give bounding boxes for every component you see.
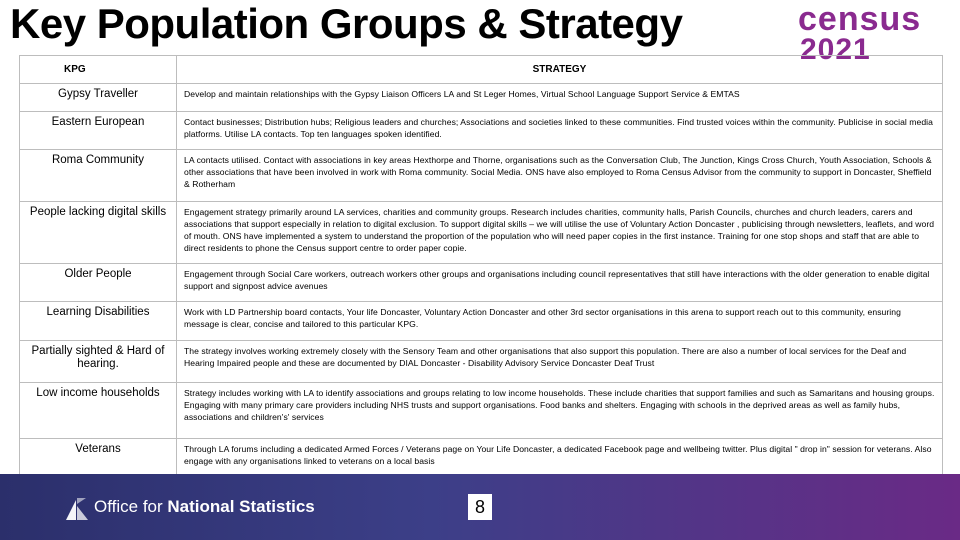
ons-wordmark-bold: National Statistics	[167, 497, 315, 516]
header-strategy: STRATEGY	[177, 56, 943, 84]
table-row	[20, 264, 943, 302]
census-logo-word: census	[798, 0, 922, 38]
kpg-strategy-table	[19, 55, 943, 479]
ons-wordmark	[94, 497, 315, 517]
kpg-cell: Roma Community	[20, 150, 177, 202]
kpg-cell: Learning Disabilities	[20, 302, 177, 341]
strategy-cell: Engagement through Social Care workers, outreach workers other groups and organisations including council representatives that still have interactions with the older generation to enable digital support and signpost advice avenues	[177, 264, 943, 302]
table-header-row	[20, 56, 943, 84]
strategy-cell: Contact businesses; Distribution hubs; Religious leaders and churches; Associations and societies linked to these communities. Find trusted voices within the community. Publicise in social media platforms. Utilise LA contacts. Top ten languages spoken identified.	[177, 112, 943, 150]
strategy-cell: Work with LD Partnership board contacts, Your life Doncaster, Voluntary Action Doncaster and other 3rd sector organisations in this arena to support reach out to this community, ensuring message is clear, concise and tailored to this particular KPG.	[177, 302, 943, 341]
page-number: 8	[468, 494, 492, 520]
kpg-cell: Older People	[20, 264, 177, 302]
kpg-cell: Eastern European	[20, 112, 177, 150]
table-row	[20, 383, 943, 439]
table-row	[20, 84, 943, 112]
table-row	[20, 341, 943, 383]
table-row	[20, 150, 943, 202]
page-title: Key Population Groups & Strategy	[10, 0, 683, 47]
ons-emblem-icon	[64, 496, 90, 522]
kpg-cell: Gypsy Traveller	[20, 84, 177, 112]
kpg-cell: Low income households	[20, 383, 177, 439]
kpg-cell: People lacking digital skills	[20, 202, 177, 264]
strategy-cell: Engagement strategy primarily around LA services, charities and community groups. Research includes charities, community halls, Parish Councils, churches and church leaders, carers and associations that support especially in relation to digital exclusion. To support digital skills – we will utilise the use of Voluntary Action Doncaster , publicising through newsletters, leaflets, and word of mouth. ONS have implemented a system to understand the proportion of the population who will need paper copies in the first instance. Training for one stop shops and staff that are able to direct residents to phone the Census support centre to order paper copie.	[177, 202, 943, 264]
table-row	[20, 112, 943, 150]
strategy-cell: Through LA forums including a dedicated Armed Forces / Veterans page on Your Life Doncaster, a dedicated Facebook page and wellbeing twitter. Plus digital " drop in" session for veterans. Also engage with any organisations linked to veterans on a local basis	[177, 439, 943, 479]
table-row	[20, 439, 943, 479]
kpg-cell: Veterans	[20, 439, 177, 479]
header-kpg: KPG	[20, 56, 177, 84]
table-row	[20, 202, 943, 264]
strategy-cell: The strategy involves working extremely closely with the Sensory Team and other organisations that also support this population. There are also a number of local services for the Deaf and Hearing Impaired people and these are documented by DIAL Doncaster - Disability Advisory Service Doncaster Deaf Trust	[177, 341, 943, 383]
ons-wordmark-prefix: Office for	[94, 497, 168, 516]
strategy-cell: Strategy includes working with LA to identify associations and groups relating to low income households. These include charities that support families and such as Samaritans and housing groups. Engaging with many primary care providers including NHS trusts and support organisations. Food banks and shelters. Engaging with schools in the deprived areas as well as family hubs, associations and children's' services	[177, 383, 943, 439]
strategy-cell: Develop and maintain relationships with the Gypsy Liaison Officers LA and St Leger Homes, Virtual School Language Support Service & EMTAS	[177, 84, 943, 112]
strategy-cell: LA contacts utilised. Contact with associations in key areas Hexthorpe and Thorne, organisations such as the Conversation Club, The Junction, Kings Cross Church, Youth Association, Schools & other associations that have been involved in work with Roma community. Social Media. ONS have also employed to Roma Census Advisor from the community to support in Doncaster, Sheffield & Rotherham	[177, 150, 943, 202]
table-row	[20, 302, 943, 341]
kpg-cell: Partially sighted & Hard of hearing.	[20, 341, 177, 383]
census-logo-year: 2021	[800, 33, 871, 66]
ons-logo	[64, 496, 324, 522]
